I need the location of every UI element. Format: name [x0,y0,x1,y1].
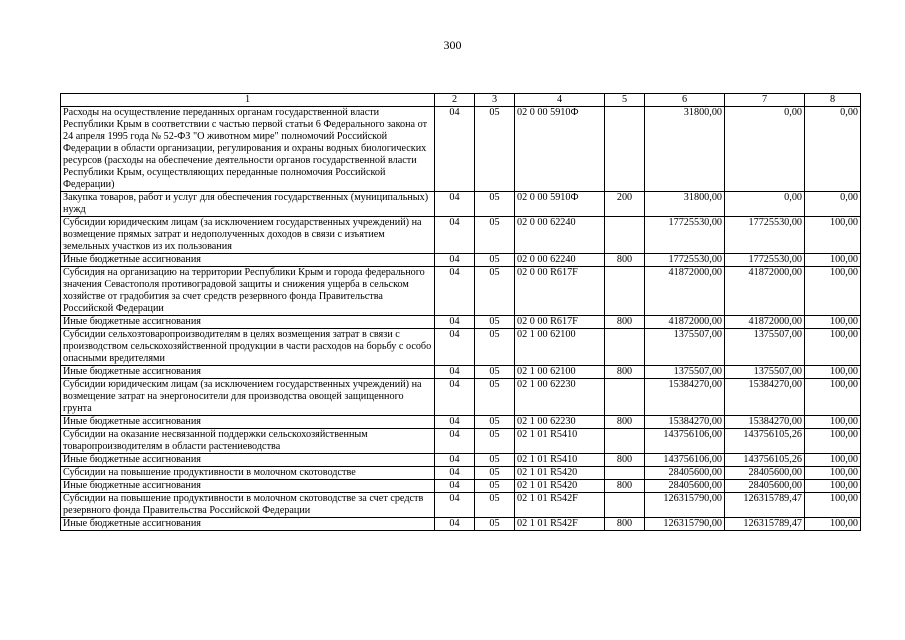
cell-expense-type: 200 [605,192,645,217]
cell-target-item: 02 0 00 62240 [515,254,605,267]
cell-name: Иные бюджетные ассигнования [61,366,435,379]
column-header: 6 [645,94,725,107]
cell-percent: 100,00 [805,254,861,267]
cell-expense-type: 800 [605,366,645,379]
cell-target-item: 02 1 01 R5410 [515,429,605,454]
cell-section-code: 04 [435,454,475,467]
cell-expense-type [605,467,645,480]
column-header: 5 [605,94,645,107]
cell-target-item: 02 1 00 62100 [515,366,605,379]
page-number: 300 [443,38,462,52]
cell-percent: 100,00 [805,493,861,518]
cell-section-code: 04 [435,329,475,366]
cell-target-item: 02 0 00 62240 [515,217,605,254]
cell-percent: 100,00 [805,416,861,429]
cell-amount-plan: 15384270,00 [645,379,725,416]
cell-name: Субсидии юридическим лицам (за исключением государственных учреждений) на возмещение прямых затрат и недополученных доходов в связи с изъятием земельных участков из их пользования [61,217,435,254]
cell-amount-plan: 17725530,00 [645,254,725,267]
cell-percent: 100,00 [805,429,861,454]
column-header: 8 [805,94,861,107]
cell-target-item: 02 1 01 R542F [515,493,605,518]
cell-amount-executed: 28405600,00 [725,467,805,480]
cell-subsection-code: 05 [475,416,515,429]
table-row [61,316,861,329]
cell-name: Иные бюджетные ассигнования [61,480,435,493]
cell-percent: 100,00 [805,454,861,467]
cell-section-code: 04 [435,467,475,480]
cell-subsection-code: 05 [475,329,515,366]
cell-name: Субсидии на повышение продуктивности в молочном скотоводстве за счет средств резервного фонда Правительства Российской Федерации [61,493,435,518]
cell-percent: 100,00 [805,217,861,254]
cell-subsection-code: 05 [475,467,515,480]
cell-subsection-code: 05 [475,454,515,467]
cell-section-code: 04 [435,416,475,429]
cell-subsection-code: 05 [475,493,515,518]
cell-section-code: 04 [435,217,475,254]
cell-percent: 100,00 [805,316,861,329]
cell-section-code: 04 [435,429,475,454]
table-row [61,493,861,518]
table-row [61,329,861,366]
cell-amount-plan: 1375507,00 [645,329,725,366]
cell-expense-type [605,493,645,518]
cell-amount-executed: 1375507,00 [725,366,805,379]
cell-section-code: 04 [435,316,475,329]
cell-target-item: 02 1 00 62230 [515,379,605,416]
cell-amount-plan: 126315790,00 [645,518,725,531]
cell-name: Закупка товаров, работ и услуг для обеспечения государственных (муниципальных) нужд [61,192,435,217]
cell-amount-executed: 126315789,47 [725,518,805,531]
cell-amount-executed: 41872000,00 [725,267,805,316]
cell-amount-plan: 41872000,00 [645,316,725,329]
cell-amount-executed: 15384270,00 [725,379,805,416]
column-header: 3 [475,94,515,107]
table-row [61,454,861,467]
cell-name: Иные бюджетные ассигнования [61,518,435,531]
cell-subsection-code: 05 [475,480,515,493]
table-row [61,429,861,454]
cell-target-item: 02 1 01 R542F [515,518,605,531]
cell-subsection-code: 05 [475,192,515,217]
cell-target-item: 02 1 01 R5420 [515,467,605,480]
cell-section-code: 04 [435,107,475,192]
cell-expense-type [605,107,645,192]
cell-expense-type: 800 [605,254,645,267]
cell-name: Иные бюджетные ассигнования [61,316,435,329]
cell-target-item: 02 1 00 62100 [515,329,605,366]
cell-amount-executed: 17725530,00 [725,254,805,267]
cell-subsection-code: 05 [475,429,515,454]
table-row [61,366,861,379]
table-row [61,192,861,217]
cell-expense-type: 800 [605,454,645,467]
cell-name: Субсидии сельхозтоваропроизводителям в целях возмещения затрат в связи с производством сельскохозяйственной продукции в части расходов на борьбу с особо опасными вредителями [61,329,435,366]
cell-subsection-code: 05 [475,267,515,316]
cell-amount-plan: 31800,00 [645,192,725,217]
cell-target-item: 02 0 00 R617F [515,316,605,329]
cell-name: Иные бюджетные ассигнования [61,454,435,467]
cell-amount-executed: 143756105,26 [725,454,805,467]
cell-expense-type [605,429,645,454]
cell-target-item: 02 1 01 R5420 [515,480,605,493]
cell-name: Субсидия на организацию на территории Республики Крым и города федерального значения Севастополя противоградовой защиты и снижения ущерба в сельском хозяйстве от градобития за счет средств резервного фонда Правительства Российской Федерации [61,267,435,316]
cell-amount-executed: 17725530,00 [725,217,805,254]
cell-expense-type: 800 [605,518,645,531]
cell-percent: 100,00 [805,267,861,316]
cell-name: Иные бюджетные ассигнования [61,416,435,429]
cell-subsection-code: 05 [475,316,515,329]
table-row [61,416,861,429]
cell-amount-plan: 28405600,00 [645,480,725,493]
cell-expense-type: 800 [605,480,645,493]
cell-percent: 100,00 [805,379,861,416]
cell-amount-executed: 0,00 [725,192,805,217]
cell-amount-executed: 0,00 [725,107,805,192]
cell-percent: 100,00 [805,329,861,366]
column-header: 7 [725,94,805,107]
cell-amount-executed: 41872000,00 [725,316,805,329]
cell-amount-plan: 31800,00 [645,107,725,192]
cell-subsection-code: 05 [475,518,515,531]
cell-subsection-code: 05 [475,217,515,254]
cell-amount-executed: 1375507,00 [725,329,805,366]
cell-expense-type [605,329,645,366]
cell-amount-plan: 28405600,00 [645,467,725,480]
cell-percent: 100,00 [805,366,861,379]
cell-name: Субсидии на повышение продуктивности в молочном скотоводстве [61,467,435,480]
cell-amount-plan: 126315790,00 [645,493,725,518]
table-row [61,379,861,416]
cell-section-code: 04 [435,493,475,518]
column-header: 1 [61,94,435,107]
cell-section-code: 04 [435,254,475,267]
cell-target-item: 02 0 00 5910Ф [515,192,605,217]
table-row [61,518,861,531]
cell-section-code: 04 [435,366,475,379]
cell-subsection-code: 05 [475,107,515,192]
cell-amount-executed: 126315789,47 [725,493,805,518]
table-row [61,480,861,493]
cell-expense-type: 800 [605,416,645,429]
cell-name: Иные бюджетные ассигнования [61,254,435,267]
cell-amount-executed: 15384270,00 [725,416,805,429]
column-header: 4 [515,94,605,107]
cell-section-code: 04 [435,480,475,493]
cell-target-item: 02 1 01 R5410 [515,454,605,467]
cell-expense-type [605,379,645,416]
cell-percent: 100,00 [805,480,861,493]
cell-subsection-code: 05 [475,254,515,267]
cell-percent: 0,00 [805,107,861,192]
cell-section-code: 04 [435,267,475,316]
column-header: 2 [435,94,475,107]
cell-section-code: 04 [435,518,475,531]
table-header-row [61,94,861,107]
cell-section-code: 04 [435,192,475,217]
cell-amount-plan: 143756106,00 [645,454,725,467]
cell-amount-plan: 17725530,00 [645,217,725,254]
cell-section-code: 04 [435,379,475,416]
cell-percent: 0,00 [805,192,861,217]
budget-table [60,93,861,531]
cell-percent: 100,00 [805,467,861,480]
table-row [61,267,861,316]
table-row [61,467,861,480]
cell-target-item: 02 0 00 R617F [515,267,605,316]
cell-amount-executed: 143756105,26 [725,429,805,454]
cell-amount-plan: 143756106,00 [645,429,725,454]
cell-name: Субсидии юридическим лицам (за исключением государственных учреждений) на возмещение затрат на энергоносители для производства овощей защищенного грунта [61,379,435,416]
cell-amount-executed: 28405600,00 [725,480,805,493]
cell-name: Расходы на осуществление переданных органам государственной власти Республики Крым в соответствии с частью первой статьи 6 Федерального закона от 24 апреля 1995 года № 52-ФЗ "О животном мире" полномочий Российской Федерации в области организации, регулирования и охраны водных биологических ресурсов (расходы на обеспечение деятельности органов государственной власти Республики Крым, осуществляющих переданные полномочия Российской Федерации) [61,107,435,192]
cell-percent: 100,00 [805,518,861,531]
table-row [61,254,861,267]
cell-amount-plan: 15384270,00 [645,416,725,429]
cell-target-item: 02 0 00 5910Ф [515,107,605,192]
table-row [61,217,861,254]
cell-subsection-code: 05 [475,366,515,379]
cell-amount-plan: 1375507,00 [645,366,725,379]
cell-expense-type: 800 [605,316,645,329]
cell-expense-type [605,267,645,316]
cell-amount-plan: 41872000,00 [645,267,725,316]
cell-target-item: 02 1 00 62230 [515,416,605,429]
cell-name: Субсидии на оказание несвязанной поддержки сельскохозяйственным товаропроизводителям в области растениеводства [61,429,435,454]
table-row [61,107,861,192]
cell-subsection-code: 05 [475,379,515,416]
cell-expense-type [605,217,645,254]
